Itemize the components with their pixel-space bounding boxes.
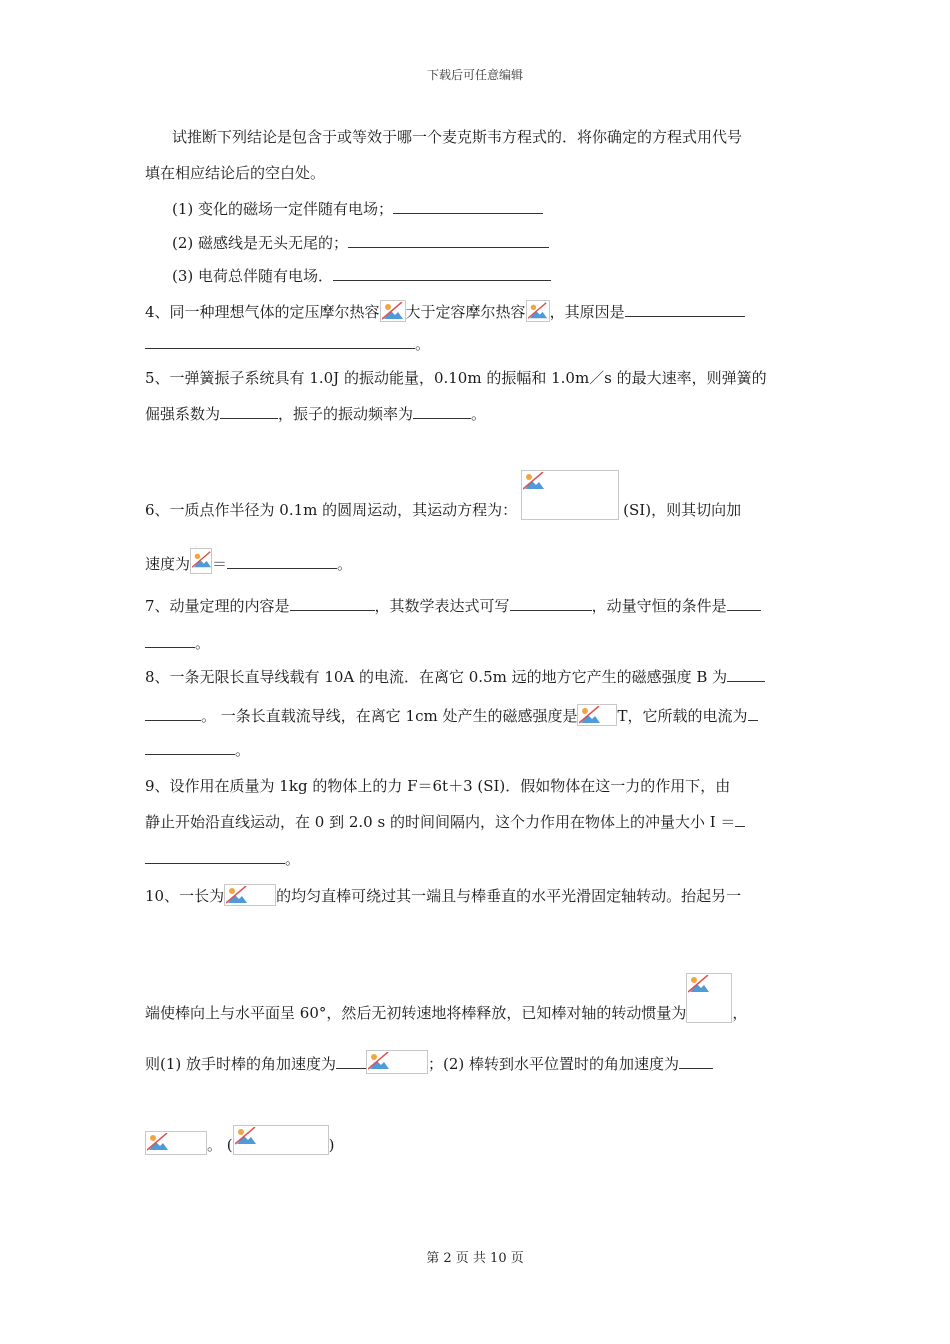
broken-image-icon (145, 1131, 207, 1155)
q6-text-c: 速度为 (145, 555, 191, 573)
q6-text-b: (SI)，则其切向加 (623, 501, 742, 519)
answer-blank[interactable] (333, 266, 551, 281)
q6-text-e: 。 (337, 555, 353, 573)
q8-text-c: T，它所载的电流为 (617, 707, 748, 725)
q4-line-1 (145, 300, 745, 322)
q3-item-3-label: (3) 电荷总伴随有电场． (172, 267, 334, 285)
q3-item-1 (172, 199, 543, 219)
q10-line-4 (145, 1125, 334, 1155)
broken-image-icon (686, 973, 732, 1023)
q7-text-a: 7、动量定理的内容是 (145, 597, 290, 615)
answer-blank[interactable] (336, 1054, 366, 1069)
broken-image-icon (233, 1125, 329, 1155)
q4-text-b: 大于定容摩尔热容 (405, 303, 526, 321)
q10-text-b: 的均匀直棒可绕过其一端且与棒垂直的水平光滑固定轴转动。抬起另一 (276, 887, 742, 905)
answer-blank[interactable] (145, 633, 195, 648)
q9-line-3 (145, 849, 300, 869)
answer-blank[interactable] (735, 812, 745, 827)
answer-blank[interactable] (348, 233, 549, 248)
q7-text-b: ，其数学表达式可写 (374, 597, 510, 615)
q5-text-b: ，振子的振动频率为 (278, 405, 414, 423)
q10-line-3 (145, 1050, 713, 1074)
q10-text-a: 10、一长为 (145, 887, 225, 905)
page-header: 下载后可任意编辑 (426, 68, 523, 82)
q8-text-b: 。 一条长直载流导线，在离它 1cm 处产生的磁感强度是 (201, 707, 578, 725)
q5-line-1: 5、一弹簧振子系统具有 1.0J 的振动能量，0.10m 的振幅和 1.0m／s 的最大速率，则弹簧的 (145, 369, 767, 387)
q7-text-c: ，动量守恒的条件是 (591, 597, 727, 615)
q3-item-1-label: (1) 变化的磁场一定伴随有电场； (172, 200, 394, 218)
intro-line-2: 填在相应结论后的空白处。 (145, 164, 326, 182)
q4-text-d: 。 (415, 335, 431, 353)
broken-image-icon (366, 1050, 428, 1074)
answer-blank[interactable] (290, 596, 375, 611)
q10-text-d: ， (732, 1004, 748, 1022)
q5-text-c: 。 (471, 405, 487, 423)
q6-line-2 (145, 548, 352, 574)
broken-image-icon (224, 884, 276, 906)
q6-text-a: 6、一质点作半径为 0.1m 的圆周运动，其运动方程为： (145, 501, 518, 519)
q10-line-1 (145, 884, 741, 906)
answer-blank[interactable] (145, 849, 285, 864)
q10-text-f: ；(2) 棒转到水平位置时的角加速度为 (428, 1055, 680, 1073)
answer-blank[interactable] (413, 404, 471, 419)
q8-text-a: 8、一条无限长直导线载有 10A 的电流．在离它 0.5m 远的地方它产生的磁感强度 B 为 (145, 668, 728, 686)
page-footer: 第 2 页 共 10 页 (426, 1251, 524, 1266)
q10-text-e: 则(1) 放手时棒的角加速度为 (145, 1055, 337, 1073)
q6-line-1 (145, 470, 741, 520)
q7-text-d: 。 (195, 634, 211, 652)
q4-text-a: 4、同一种理想气体的定压摩尔热容 (145, 303, 380, 321)
answer-blank[interactable] (220, 404, 278, 419)
q3-item-2 (172, 233, 549, 253)
q9-line-1: 9、设作用在质量为 1kg 的物体上的力 F＝6t＋3 (SI)．假如物体在这一力的作用下，由 (145, 777, 731, 795)
answer-blank[interactable] (145, 706, 201, 721)
q7-line-1 (145, 596, 761, 616)
q8-line-3 (145, 740, 250, 760)
q6-text-d: ＝ (212, 555, 228, 573)
answer-blank[interactable] (145, 740, 235, 755)
answer-blank[interactable] (510, 596, 592, 611)
broken-image-icon (190, 548, 212, 574)
q8-line-1 (145, 667, 765, 687)
answer-blank[interactable] (727, 667, 765, 682)
answer-blank[interactable] (679, 1054, 713, 1069)
answer-blank[interactable] (727, 596, 761, 611)
q10-text-c: 端使棒向上与水平面呈 60°，然后无初转速地将棒释放，已知棒对轴的转动惯量为 (145, 1004, 687, 1022)
q10-line-2 (145, 973, 747, 1023)
broken-image-icon (577, 704, 617, 726)
answer-blank[interactable] (145, 334, 415, 349)
answer-blank[interactable] (625, 302, 745, 317)
q5-text-a: 倔强系数为 (145, 405, 221, 423)
q3-item-3 (172, 266, 551, 286)
broken-image-icon (380, 300, 406, 322)
q10-text-g: 。 ( (207, 1136, 233, 1154)
q9-line-2 (145, 812, 745, 832)
q9-text-d: 。 (285, 850, 301, 868)
answer-blank[interactable] (748, 706, 758, 721)
broken-image-icon (521, 470, 619, 520)
q7-line-2 (145, 633, 210, 653)
q3-item-2-label: (2) 磁感线是无头无尾的； (172, 234, 349, 252)
answer-blank[interactable] (393, 199, 543, 214)
q4-text-c: ，其原因是 (549, 303, 625, 321)
intro-line-1: 试推断下列结论是包含于或等效于哪一个麦克斯韦方程式的．将你确定的方程式用代号 (172, 128, 743, 146)
q5-line-2 (145, 404, 486, 424)
broken-image-icon (526, 300, 550, 322)
q4-line-2 (145, 334, 430, 354)
q8-line-2 (145, 704, 758, 726)
answer-blank[interactable] (227, 554, 337, 569)
q8-text-d: 。 (235, 741, 251, 759)
q10-text-h: ) (328, 1136, 335, 1154)
q9-text-line-2: 静止开始沿直线运动，在 0 到 2.0 s 的时间间隔内，这个力作用在物体上的冲量大小 I ＝ (145, 813, 736, 831)
